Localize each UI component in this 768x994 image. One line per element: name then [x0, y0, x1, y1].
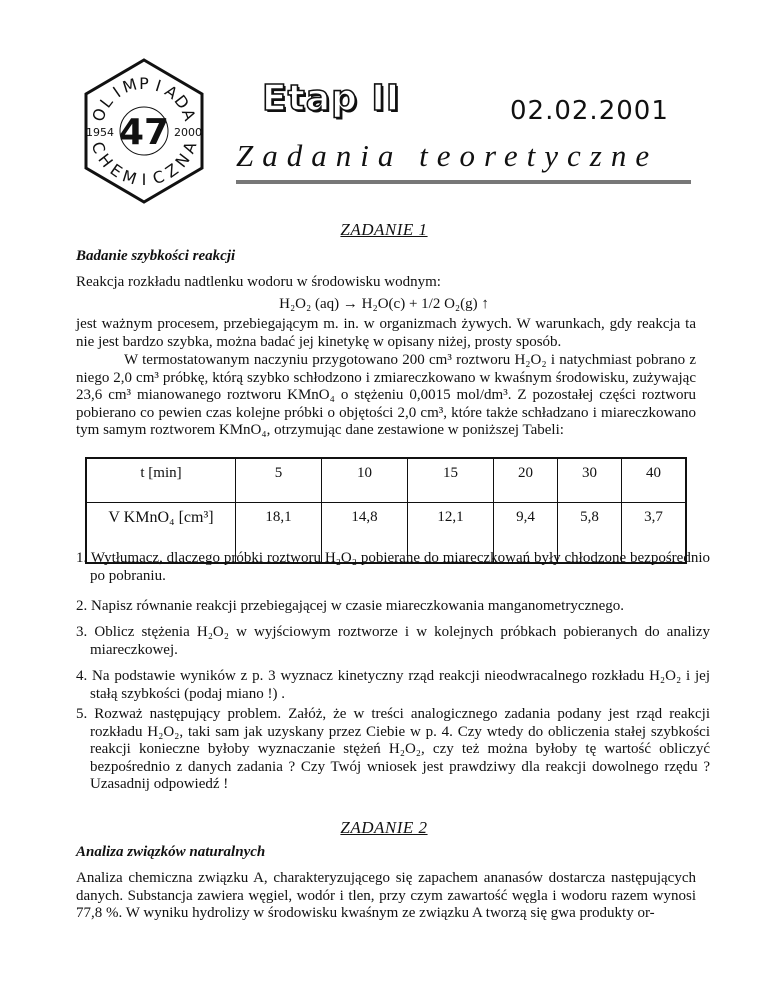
stage-title: Etap II [262, 78, 401, 119]
logo-letter: M [120, 74, 140, 97]
table-cell: 12,1 [408, 503, 494, 563]
header-divider [236, 180, 691, 184]
logo-letter: M [120, 166, 139, 189]
logo-letter: C [150, 166, 167, 189]
task-1-paragraph-1: jest ważnym procesem, przebiegającym m. in. w organizmach żywych. W warunkach, gdy reakcja ta nie jest bardzo szybka, można badać jej kinetykę w opisany niżej, prosty sposób. [76, 316, 696, 350]
logo-letter: C [87, 139, 110, 157]
logo-letter: P [139, 74, 149, 93]
question-4: 4. Na podstawie wyników z p. 3 wyznacz kinetyczny rząd reakcji nieodwracalnego rozkładu H₂O₂ i jej stałą szybkości (podaj miano !) . [76, 668, 710, 702]
task-2-title: ZADANIE 2 [340, 818, 428, 837]
table-header-time: t [min] [87, 459, 236, 503]
table-cell: 9,4 [494, 503, 558, 563]
table-header-volume: V KMnO₄ [cm³] [87, 503, 236, 563]
table-cell: 5,8 [558, 503, 622, 563]
reaction-equation: H₂O₂ (aq) → H₂O(c) + 1/2 O₂(g) ↑ [279, 296, 489, 312]
logo-letter: E [106, 160, 126, 182]
task-1-paragraph-2: W termostatowanym naczyniu przygotowano 200 cm³ roztworu H₂O₂ i natychmiast pobrano z niego 2,0 cm³ próbkę, którą szybko schłodzono i zmiareczkowano w kwaśnym środowisku, zużywając 23,6 cm³ mianowanego roztworu KMnO₄ o stężeniu 0,0015 mol/dm³. Z pozostałej części roztworu pobierano co pewien czas kolejne próbki o objętości 2,0 cm³, które także schładzano i miareczkowano tym samym roztworem KMnO₄, otrzymując dane zestawione w poniższej Tabeli: [76, 352, 696, 438]
table-cell: 14,8 [322, 503, 408, 563]
logo-letter: A [161, 81, 182, 104]
table-cell: 10 [322, 459, 408, 503]
logo-letter: A [177, 106, 200, 124]
task-1-intro: Reakcja rozkładu nadtlenku wodoru w środowisku wodnym: [76, 274, 441, 290]
logo-letter: Z [161, 159, 182, 182]
table-cell: 30 [558, 459, 622, 503]
logo-year-start: 1954 [86, 126, 114, 139]
task-2-paragraph: Analiza chemiczna związku A, charakteryzującego się zapachem ananasów dostarcza następujących danych. Substancja zawiera węgiel, wodór i tlen, przy czym zawartość węgla i wodoru razem wynosi 77,8 %. W wyniku hydrolizy w środowisku kwaśnym ze związku A tworzą się gwa produkty or- [76, 870, 696, 921]
logo-letter: D [170, 91, 193, 113]
olympiad-logo [78, 56, 210, 206]
logo-letter: H [94, 149, 117, 172]
question-1: 1. Wytłumacz, dlaczego próbki roztworu H₂O₂ pobierane do miareczkowań były chłodzone bezpośrednio po pobraniu. [76, 550, 710, 584]
section-title: Zadania teoretyczne [236, 138, 659, 173]
table-cell: 5 [236, 459, 322, 503]
question-5: 5. Rozważ następujący problem. Załóż, że w treści analogicznego zadania podany jest rząd reakcji rozkładu H₂O₂, taki sam jak uzyskany przez Ciebie w p. 4. Czy wtedy do obliczenia stałej szybkości reakcji konieczne byłoby wyznaczanie stężeń H₂O₂, czy też można byłoby tę wartość obliczyć bezpośrednio z danych zadania ? Czy Twój wniosek jest prawdziwy dla reakcji dowolnego rzędu ? Uzasadnij odpowiedź ! [76, 706, 710, 792]
table-cell: 20 [494, 459, 558, 503]
table-cell: 40 [621, 459, 685, 503]
question-3: 3. Oblicz stężenia H₂O₂ w wyjściowym roztworze i w kolejnych próbkach pobieranych do analizy miareczkowej. [76, 624, 710, 658]
logo-letter: O [88, 105, 111, 124]
logo-number: 47 [118, 112, 170, 153]
logo-letter: I [153, 75, 164, 96]
table-cell: 3,7 [621, 503, 685, 563]
task-1-title: ZADANIE 1 [340, 220, 428, 239]
logo-letter: I [109, 82, 125, 102]
table-cell: 18,1 [236, 503, 322, 563]
titration-table [86, 458, 686, 563]
task-1-subhead: Badanie szybkości reakcji [76, 248, 236, 264]
logo-letter: A [178, 139, 201, 156]
logo-letter: N [171, 149, 194, 172]
exam-date: 02.02.2001 [510, 96, 669, 126]
logo-letter: L [96, 92, 117, 112]
task-2-subhead: Analiza związków naturalnych [76, 844, 266, 860]
table-cell: 15 [408, 459, 494, 503]
logo-year-end: 2000 [174, 126, 202, 139]
question-2: 2. Napisz równanie reakcji przebiegającej w czasie miareczkowania manganometrycznego. [76, 598, 625, 614]
table-row-time [87, 459, 686, 503]
logo-letter: I [141, 170, 147, 189]
